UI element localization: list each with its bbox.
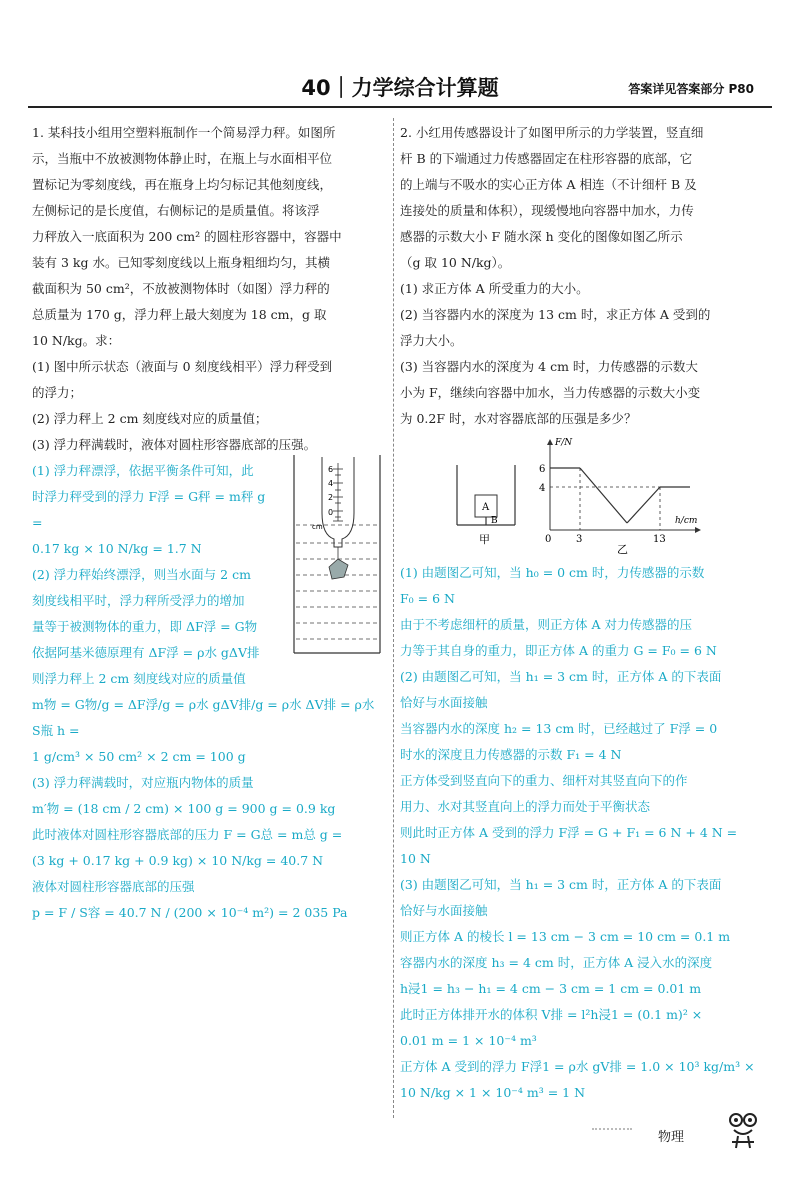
q2-line: 2. 小红用传感器设计了如图甲所示的力学装置，竖直细 [400, 125, 704, 140]
q1-answer-line: (3 kg + 0.17 kg + 0.9 kg) × 10 N/kg = 40.7 N [32, 853, 324, 868]
q1-answer-line: (3) 浮力秤满载时，对应瓶内物体的质量 [32, 775, 254, 790]
graph-segment [627, 487, 660, 523]
q2-answer-line: 力等于其自身的重力，即正方体 A 的重力 G = F₀ = 6 N [400, 643, 717, 658]
figure-jia-label: 甲 [479, 533, 490, 546]
unit-label: cm [312, 523, 323, 531]
q2-answer-line: (3) 由题图乙可知，当 h₁ = 3 cm 时，正方体 A 的下表面 [400, 877, 722, 892]
q2-line: (2) 当容器内水的深度为 13 cm 时，求正方体 A 受到的 [400, 307, 711, 322]
q1-line: 截面积为 50 cm²，不放被测物体时（如图）浮力秤的 [32, 281, 330, 296]
q1-line: 力秤放入一底面积为 200 cm² 的圆柱形容器中，容器中 [32, 229, 342, 244]
q1-line: 的浮力； [32, 385, 83, 400]
q2-answer-line: 当容器内水的深度 h₂ = 13 cm 时，已经越过了 F浮 = 0 [400, 721, 718, 736]
q2-answer-line: 则此时正方体 A 受到的浮力 F浮 = G + F₁ = 6 N + 4 N = [400, 825, 738, 840]
x-axis-label: h/cm [675, 516, 698, 526]
q2-answer-line: 恰好与水面接触 [400, 903, 488, 918]
answer-reference: 答案详见答案部分 P80 [628, 82, 754, 96]
q1-answer-line: (1) 浮力秤漂浮，依据平衡条件可知，此 [32, 463, 254, 478]
q2-line: (1) 求正方体 A 所受重力的大小。 [400, 281, 589, 296]
q2-answer-line: 则正方体 A 的棱长 l = 13 cm − 3 cm = 10 cm = 0.1 m [400, 929, 731, 944]
x-tick-label: 0 [545, 534, 552, 545]
q1-answer-line: 1 g/cm³ × 50 cm² × 2 cm = 100 g [32, 749, 246, 764]
q1-answer-line: m′物 = (18 cm / 2 cm) × 100 g = 900 g = 0.9 kg [32, 801, 336, 816]
tick-label: 0 [328, 508, 334, 517]
mascot-icon [726, 1112, 760, 1156]
q1-answer-line: 则浮力秤上 2 cm 刻度线对应的质量值 [32, 671, 246, 686]
q1-line: 总质量为 170 g，浮力秤上最大刻度为 18 cm，g 取 [32, 307, 327, 322]
figure-yi [539, 438, 701, 555]
q1-line: 置标记为零刻度线，再在瓶身上均匀标记其他刻度线， [32, 177, 333, 192]
figure-yi-label: 乙 [617, 543, 628, 555]
q1-answer-line: 量等于被测物体的重力，即 ΔF浮 = G物 [32, 619, 258, 634]
footer-subject: 物理 [657, 1130, 684, 1145]
q2-figures [455, 435, 705, 559]
q1-line: (1) 图中所示状态（液面与 0 刻度线相平）浮力秤受到 [32, 359, 333, 374]
q2-line: 感器的示数大小 F 随水深 h 变化的图像如图乙所示 [400, 229, 683, 244]
question-2-text [400, 120, 760, 432]
q2-answer-line: 10 N [400, 851, 431, 866]
question-1-text [32, 120, 382, 458]
q2-line: 连接处的质量和体积），现缓慢地向容器中加水，力传 [400, 203, 694, 218]
q2-line: 的上端与不吸水的实心正方体 A 相连（不计细杆 B 及 [400, 177, 697, 192]
q2-answer-line: (1) 由题图乙可知，当 h₀ = 0 cm 时，力传感器的示数 [400, 565, 705, 580]
block-a-label: A [482, 502, 490, 513]
q1-answer-line: 液体对圆柱形容器底部的压强 [32, 879, 195, 894]
q2-answer-line: 正方体 A 受到的浮力 F浮1 = ρ水 gV排 = 1.0 × 10³ kg/m³ × [400, 1059, 755, 1074]
q2-answer [400, 560, 760, 1106]
q1-answer-line: m物 = G物/g = ΔF浮/g = ρ水 gΔV排/g = ρ水 ΔV排 = ρ水 S瓶 h = [32, 697, 375, 738]
q2-answer-line: 容器内水的深度 h₃ = 4 cm 时，正方体 A 浸入水的深度 [400, 955, 713, 970]
scale-marks [333, 463, 343, 521]
q2-line: (3) 当容器内水的深度为 4 cm 时，力传感器的示数大 [400, 359, 698, 374]
q2-line: 小为 F，继续向容器中加水，当力传感器的示数大小变 [400, 385, 701, 400]
q1-line: (2) 浮力秤上 2 cm 刻度线对应的质量值； [32, 411, 268, 426]
figure-jia [457, 465, 515, 546]
q1-answer-line: (2) 浮力秤始终漂浮，则当水面与 2 cm [32, 567, 251, 582]
q2-line: 杆 B 的下端通过力传感器固定在柱形容器的底部，它 [400, 151, 693, 166]
tick-label: 4 [328, 479, 334, 488]
q1-answer-wide [32, 692, 382, 926]
y-tick-label: 4 [539, 483, 546, 494]
q2-answer-line: 0.01 m = 1 × 10⁻⁴ m³ [400, 1033, 537, 1048]
q1-answer-line: p = F / S容 = 40.7 N / (200 × 10⁻⁴ m²) = 2 035 Pa [32, 905, 348, 920]
q1-line: 10 N/kg。求： [32, 333, 121, 348]
graph-segment [580, 468, 627, 523]
q2-answer-line: 用力、水对其竖直向上的浮力而处于平衡状态 [400, 799, 651, 814]
column-divider [393, 118, 394, 1118]
y-tick-label: 6 [539, 464, 546, 475]
q2-line: 浮力大小。 [400, 333, 463, 348]
x-tick-label: 13 [653, 534, 666, 545]
q2-answer-line: 恰好与水面接触 [400, 695, 488, 710]
q1-line: 装有 3 kg 水。已知零刻度线以上瓶身粗细均匀，其横 [32, 255, 330, 270]
y-axis-label: F/N [555, 438, 573, 448]
q2-answer-line: 正方体受到竖直向下的重力、细杆对其竖直向下的作 [400, 773, 688, 788]
string-and-weight [329, 547, 348, 579]
q1-answer-line: 此时液体对圆柱形容器底部的压力 F = G总 = m总 g = [32, 827, 343, 842]
q1-answer-narrow [32, 458, 277, 692]
water-level-lines [296, 525, 378, 639]
q1-answer-line: 依据阿基米德原理有 ΔF浮 = ρ水 gΔV排 [32, 645, 260, 660]
question-2 [400, 120, 760, 1106]
q1-answer-line: 0.17 kg × 10 N/kg = 1.7 N [32, 541, 202, 556]
q2-line: （g 取 10 N/kg）。 [400, 255, 511, 270]
q2-line: 为 0.2F 时，水对容器底部的压强是多少？ [400, 411, 637, 426]
y-axis-arrow [547, 439, 553, 445]
q1-line: 左侧标记的是长度值，右侧标记的是质量值。将该浮 [32, 203, 320, 218]
q2-answer-line: 时水的深度且力传感器的示数 F₁ = 4 N [400, 747, 622, 762]
q1-line: (3) 浮力秤满载时，液体对圆柱形容器底部的压强。 [32, 437, 317, 452]
float-scale-figure [292, 455, 384, 659]
q1-line: 示，当瓶中不放被测物体静止时，在瓶上与水面相平位 [32, 151, 333, 166]
tick-label: 6 [328, 465, 334, 474]
x-axis-arrow [695, 527, 701, 533]
q1-line: 1. 某科技小组用空塑料瓶制作一个简易浮力秤。如图所 [32, 125, 336, 140]
q2-answer-line: F₀ = 6 N [400, 591, 455, 606]
page-title: 40｜力学综合计算题 [301, 76, 499, 100]
footer-dots [592, 1128, 632, 1130]
q2-answer-line: 由于不考虑细杆的质量，则正方体 A 对力传感器的压 [400, 617, 692, 632]
q2-answer-line: 10 N/kg × 1 × 10⁻⁴ m³ = 1 N [400, 1085, 586, 1100]
q2-answer-line: 此时正方体排开水的体积 V排 = l²h浸1 = (0.1 m)² × [400, 1007, 703, 1022]
rod-b-label: B [491, 516, 498, 526]
tick-label: 2 [328, 493, 334, 502]
q2-answer-line: (2) 由题图乙可知，当 h₁ = 3 cm 时，正方体 A 的下表面 [400, 669, 722, 684]
q1-answer-line: 刻度线相平时，浮力秤所受浮力的增加 [32, 593, 245, 608]
header-rule [28, 106, 772, 108]
q1-answer-line: 时浮力秤受到的浮力 F浮 = G秤 = m秤 g = [32, 489, 266, 530]
x-tick-label: 3 [576, 534, 583, 545]
q2-answer-line: h浸1 = h₃ − h₁ = 4 cm − 3 cm = 1 cm = 0.01 m [400, 981, 702, 996]
